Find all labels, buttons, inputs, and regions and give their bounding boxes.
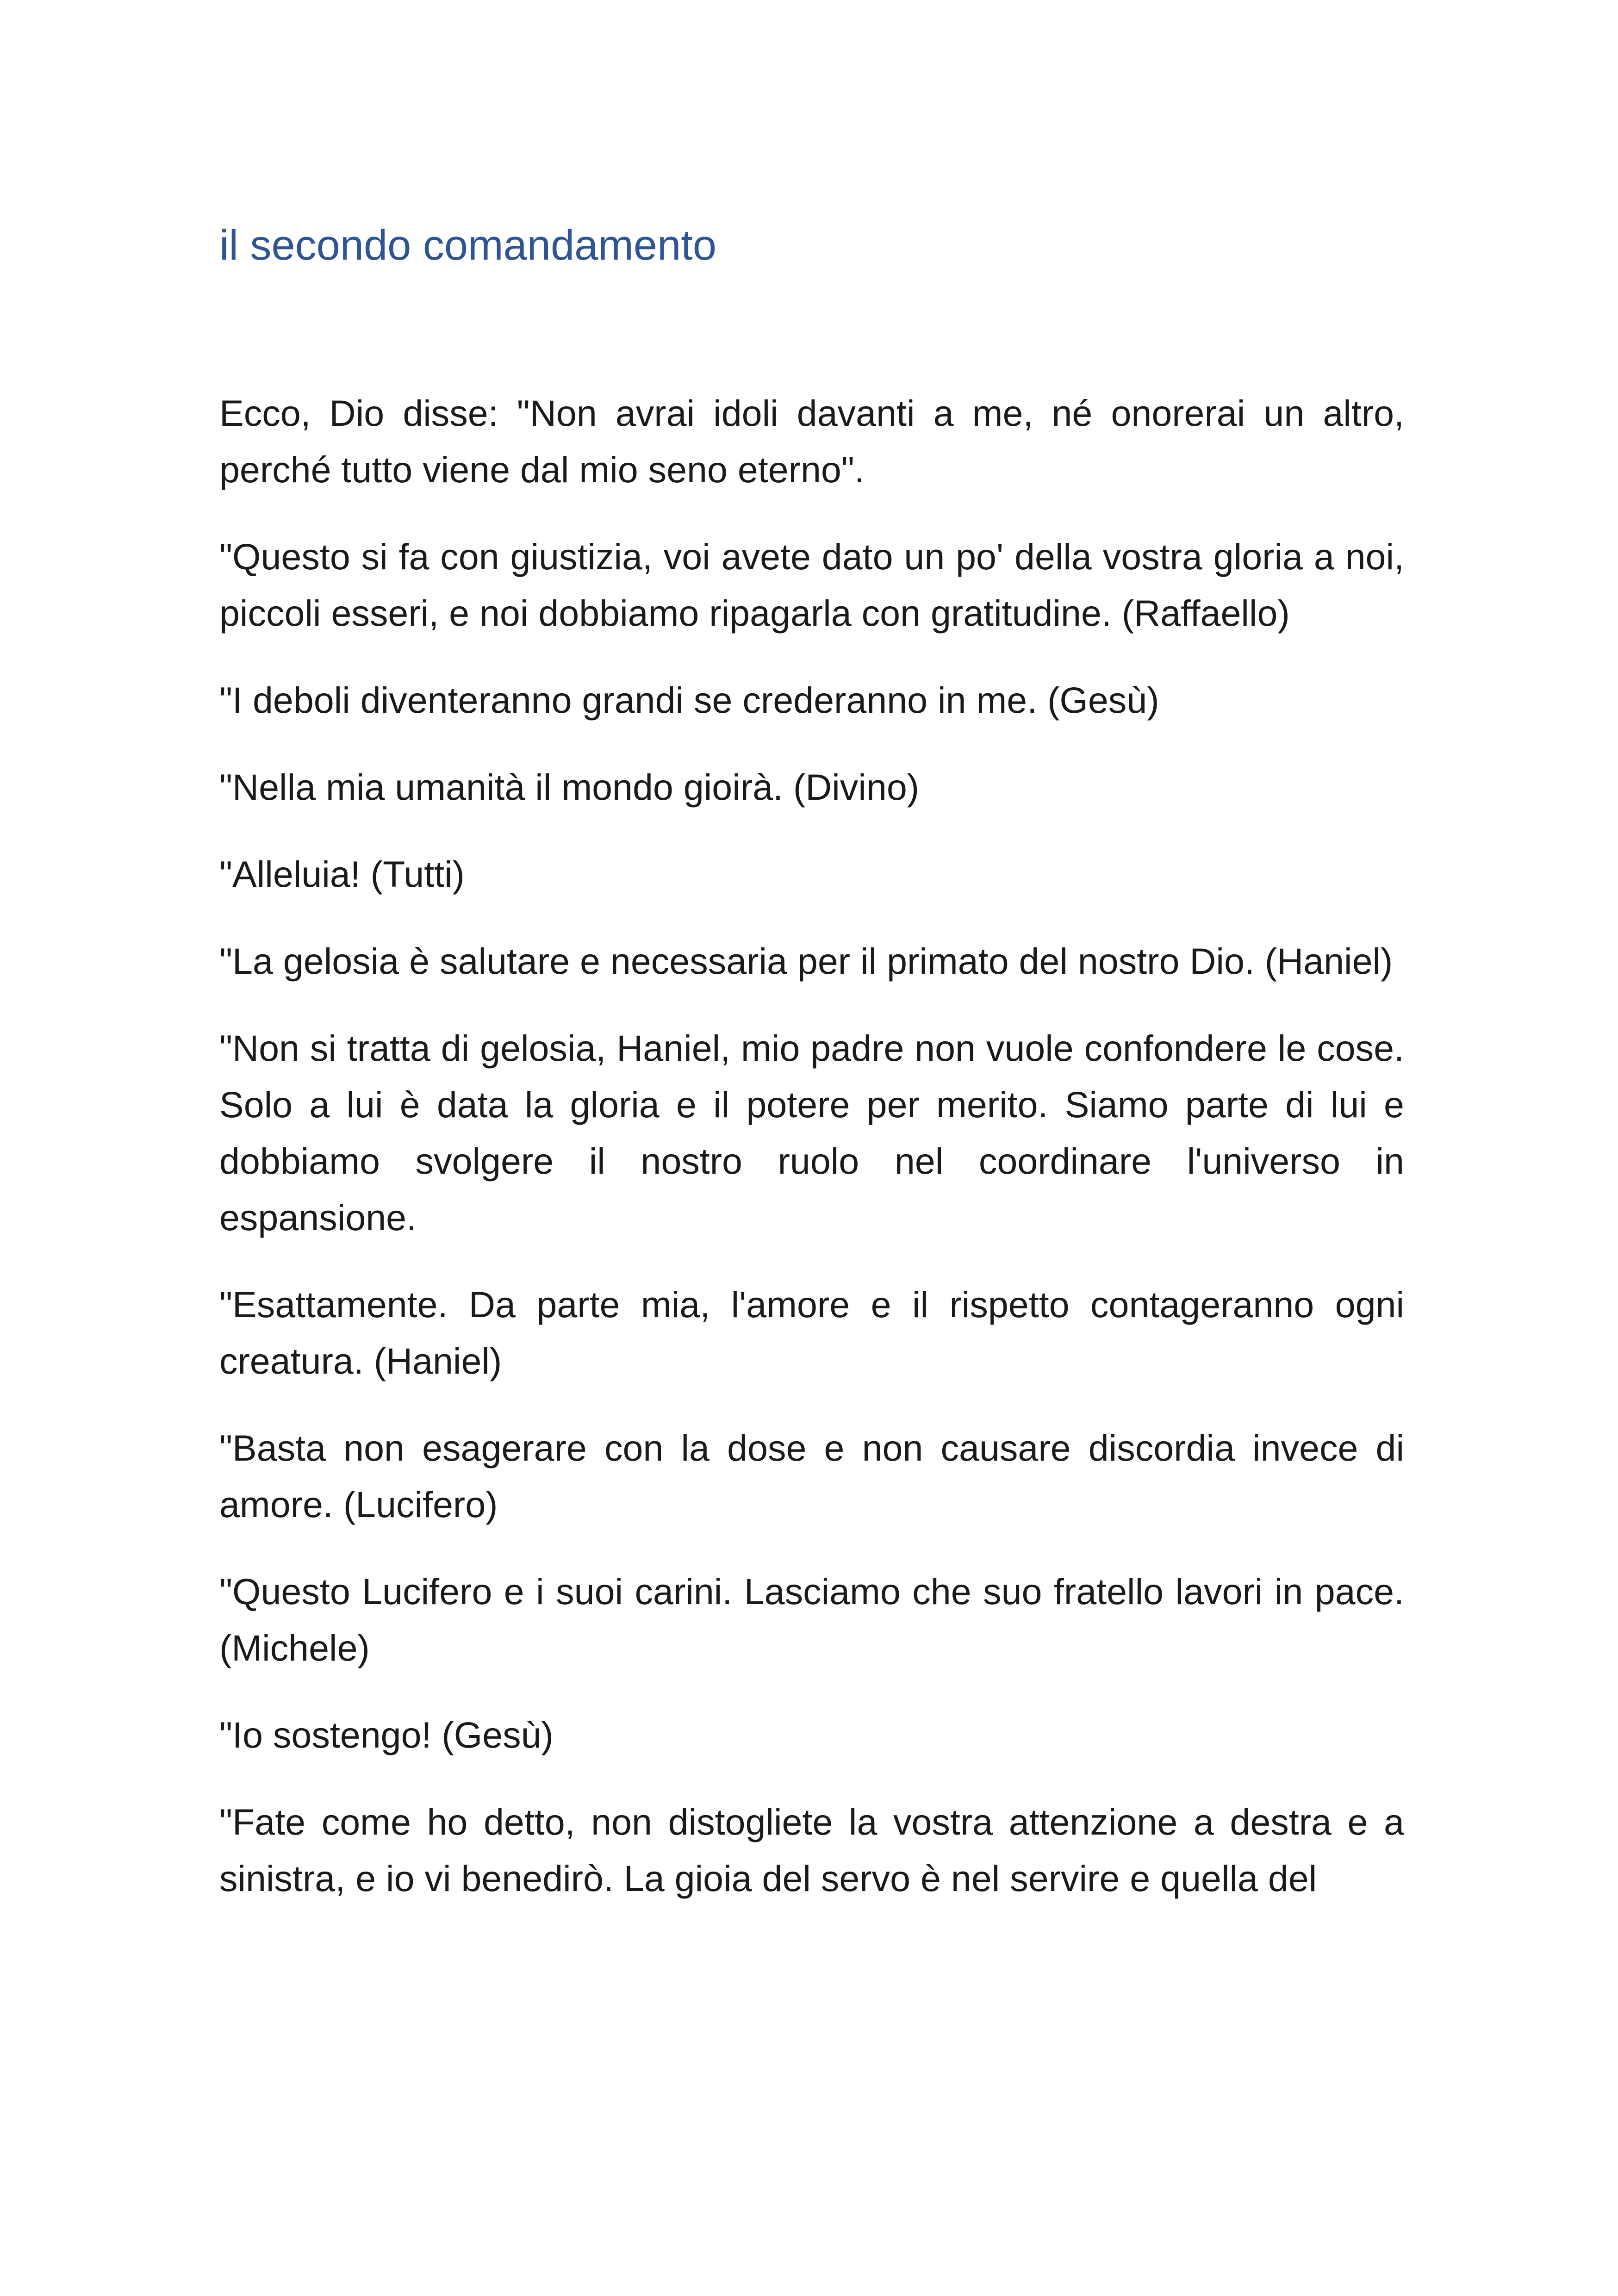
paragraph-1: Ecco, Dio disse: "Non avrai idoli davanti a me, né onorerai un altro, perché tutto viene dal mio seno eterno". <box>219 392 1404 490</box>
paragraph-2: "Questo si fa con giustizia, voi avete dato un po' della vostra gloria a noi, piccoli esseri, e noi dobbiamo ripagarla con gratitudine. (Raffaello) <box>219 536 1404 634</box>
paragraph-5: "Alleluia! (Tutti) <box>219 853 465 895</box>
paragraph-8: "Esattamente. Da parte mia, l'amore e il rispetto contageranno ogni creatura. (Haniel) <box>219 1284 1404 1381</box>
paragraph-6: "La gelosia è salutare e necessaria per il primato del nostro Dio. (Haniel) <box>219 940 1393 982</box>
paragraph-7: "Non si tratta di gelosia, Haniel, mio padre non vuole confondere le cose. Solo a lui è data la gloria e il potere per merito. Siamo parte di lui e dobbiamo svolgere il nostro ruolo nel coordinare l'universo in espansione. <box>219 1027 1404 1238</box>
paragraph-4: "Nella mia umanità il mondo gioirà. (Divino) <box>219 766 920 808</box>
paragraph-3: "I deboli diventeranno grandi se crederanno in me. (Gesù) <box>219 679 1159 721</box>
paragraph-10: "Questo Lucifero e i suoi carini. Lasciamo che suo fratello lavori in pace. (Michele) <box>219 1571 1404 1668</box>
document-body <box>219 218 1404 1937</box>
document-title: il secondo comandamento <box>219 222 716 269</box>
paragraph-12: "Fate come ho detto, non distogliete la vostra attenzione a destra e a sinistra, e io vi benedirò. La gioia del servo è nel servire e quella del <box>219 1801 1404 1899</box>
paragraph-9: "Basta non esagerare con la dose e non causare discordia invece di amore. (Lucifero) <box>219 1427 1404 1525</box>
paragraph-11: "Io sostengo! (Gesù) <box>219 1714 554 1755</box>
